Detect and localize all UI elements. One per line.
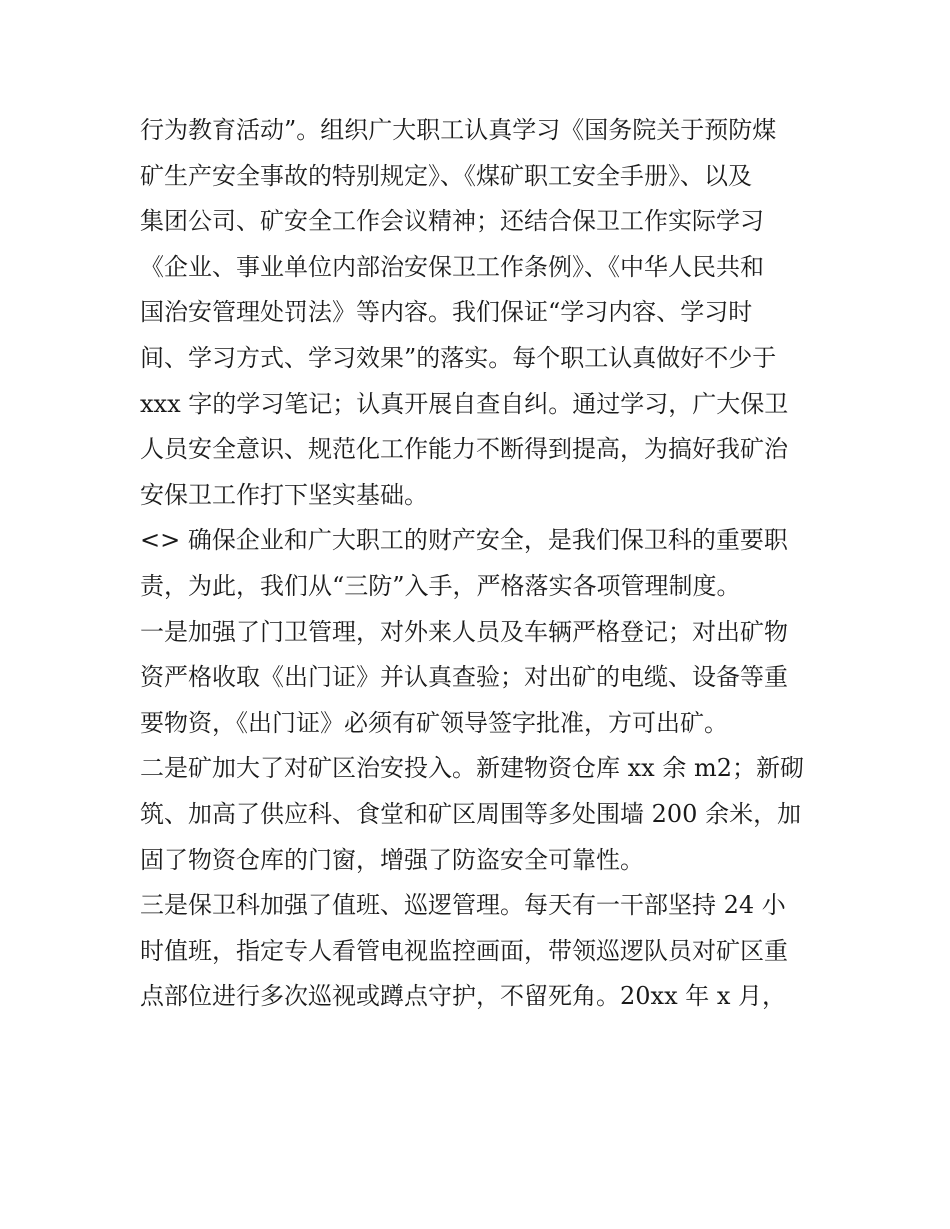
text-line: 矿生产安全事故的特别规定》、《煤矿职工安全手册》、以及 [140, 161, 752, 190]
text-line: 资严格收取《出门证》并认真查验；对出矿的电缆、设备等重 [140, 663, 788, 692]
text-line: 间、学习方式、学习效果”的落实。每个职工认真做好不少于 [140, 343, 777, 372]
text-line: 二是矿加大了对矿区治安投入。新建物资仓库 xx 余 m2；新砌 [140, 754, 804, 783]
text-line: 集团公司、矿安全工作会议精神；还结合保卫工作实际学习 [140, 207, 764, 236]
text-line: 时值班，指定专人看管电视监控画面，带领巡逻队员对矿区重 [140, 936, 788, 965]
text-line: 行为教育活动”。组织广大职工认真学习《国务院关于预防煤 [140, 116, 777, 144]
text-line: 点部位进行多次巡视或蹲点守护，不留死角。20xx 年 x 月， [140, 982, 787, 1011]
text-line: 要物资，《出门证》必须有矿领导签字批准，方可出矿。 [140, 708, 728, 737]
document-body [140, 108, 830, 1020]
text-line: 筑、加高了供应科、食堂和矿区周围等多处围墙 200 余米，加 [140, 799, 802, 828]
text-line: 三是保卫科加强了值班、巡逻管理。每天有一干部坚持 24 小 [140, 891, 786, 920]
text-line: <> 确保企业和广大职工的财产安全，是我们保卫科的重要职 [140, 526, 788, 555]
text-line: xxx 字的学习笔记；认真开展自查自纠。通过学习，广大保卫 [140, 389, 789, 418]
text-line: 固了物资仓库的门窗，增强了防盗安全可靠性。 [140, 845, 644, 874]
text-line: 《企业、事业单位内部治安保卫工作条例》、《中华人民共和 [140, 252, 764, 281]
text-line: 责，为此，我们从“三防”入手，严格落实各项管理制度。 [140, 571, 741, 600]
text-line: 人员安全意识、规范化工作能力不断得到提高，为搞好我矿治 [140, 435, 788, 464]
text-line: 国治安管理处罚法》等内容。我们保证“学习内容、学习时 [140, 298, 753, 327]
text-line: 一是加强了门卫管理，对外来人员及车辆严格登记；对出矿物 [140, 617, 788, 646]
text-line: 安保卫工作打下坚实基础。 [140, 480, 428, 509]
